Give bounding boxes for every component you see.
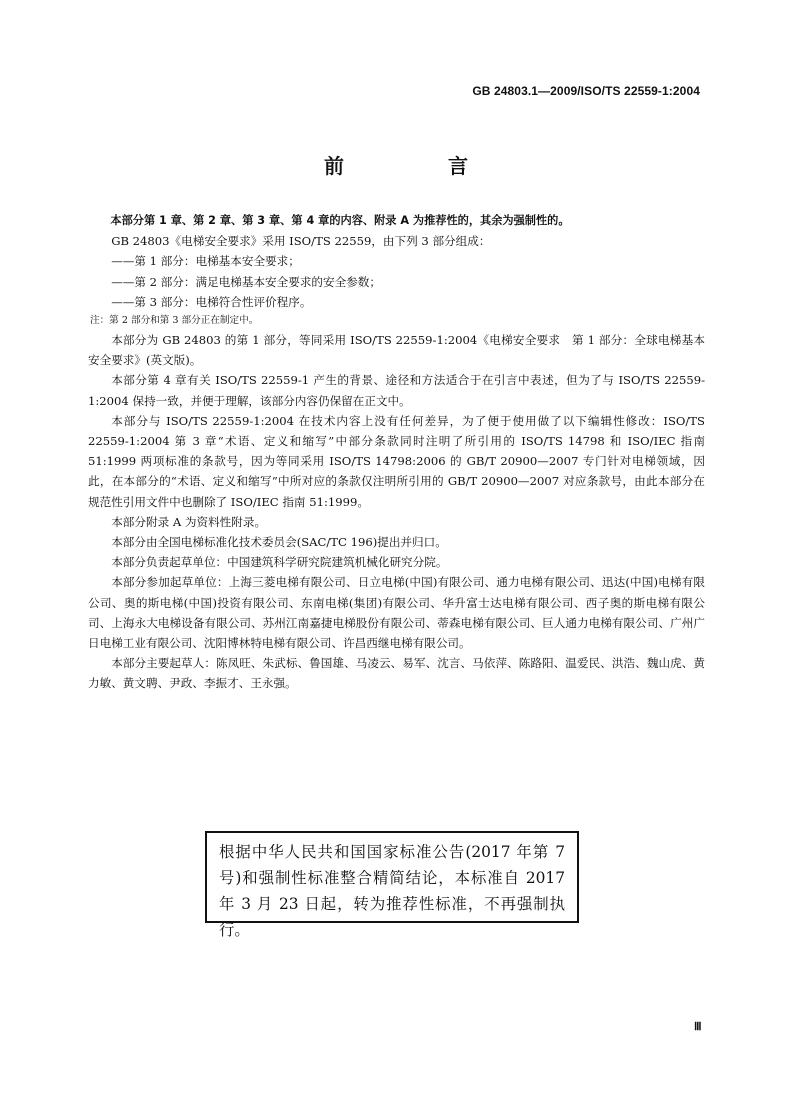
status-notice-text: 根据中华人民共和国国家标准公告(2017 年第 7 号)和强制性标准整合精简结论，本标准自 2017 年 3 月 23 日起，转为推荐性标准，不再强制执行。 xyxy=(219,843,565,939)
paragraph-editorial-changes: 本部分与 ISO/TS 22559-1:2004 在技术内容上没有任何差异，为了便于使用做了以下编辑性修改：ISO/TS 22559-1:2004 第 3 章“术语、定义和缩写”中部分条款同时注明了所引用的 ISO/TS 14798 和 ISO/IEC 指南 51:1999 两项标准的条款号，因为等同采用 ISO/TS 14798:2006 的 GB/T 20900—2007 专门针对电梯领域，因此，在本部分的“术语、定义和缩写”中所对应的条款仅注明所引用的 GB/T 20900—2007 对应条款号，由此本部分在规范性引用文件中也删除了 ISO/IEC 指南 51:1999。 xyxy=(88,413,705,509)
paragraph-composition: GB 24803《电梯安全要求》采用 ISO/TS 22559，由下列 3 部分组成： xyxy=(111,234,491,249)
status-notice-box xyxy=(205,831,579,939)
paragraph-adoption: 本部分为 GB 24803 的第 1 部分，等同采用 ISO/TS 22559-1:2004《电梯安全要求 第 1 部分：全球电梯基本安全要求》(英文版)。 xyxy=(88,333,705,368)
list-item-part-2: ——第 2 部分：满足电梯基本安全要求的安全参数； xyxy=(111,274,381,289)
paragraph-drafting-unit: 本部分负责起草单位：中国建筑科学研究院建筑机械化研究分院。 xyxy=(111,555,448,570)
page-title: 前 言 xyxy=(324,154,510,178)
paragraph-drafters: 本部分主要起草人：陈凤旺、朱武标、鲁国雄、马凌云、易军、沈言、马依萍、陈路阳、温爱民、洪浩、魏山虎、黄力敏、黄文聘、尹政、李振才、王永强。 xyxy=(88,656,705,691)
note: 注：第 2 部分和第 3 部分正在制定中。 xyxy=(90,315,259,327)
document-code: GB 24803.1—2009/ISO/TS 22559-1:2004 xyxy=(472,84,700,98)
paragraph-recommended-scope: 本部分第 1 章、第 2 章、第 3 章、第 4 章的内容、附录 A 为推荐性的，其余为强制性的。 xyxy=(110,214,570,227)
paragraph-proposer: 本部分由全国电梯标准化技术委员会(SAC/TC 196)提出并归口。 xyxy=(111,535,447,550)
paragraph-chapter-4: 本部分第 4 章有关 ISO/TS 22559-1 产生的背景、途径和方法适合于在引言中表述，但为了与 ISO/TS 22559-1:2004 保持一致，并便于理解，该部分内容仍保留在正文中。 xyxy=(88,373,705,408)
list-item-part-3: ——第 3 部分：电梯符合性评价程序。 xyxy=(111,294,312,309)
page-number: Ⅲ xyxy=(694,1021,702,1033)
paragraph-annex: 本部分附录 A 为资料性附录。 xyxy=(111,514,267,529)
list-item-part-1: ——第 1 部分：电梯基本安全要求； xyxy=(111,254,300,269)
foreword-body xyxy=(88,211,705,694)
paragraph-participating-units: 本部分参加起草单位：上海三菱电梯有限公司、日立电梯(中国)有限公司、通力电梯有限公司、迅达(中国)电梯有限公司、奥的斯电梯(中国)投资有限公司、东南电梯(集团)有限公司、华升富士达电梯有限公司、西子奥的斯电梯有限公司、上海永大电梯设备有限公司、苏州江南嘉捷电梯股份有限公司、蒂森电梯有限公司、巨人通力电梯有限公司、广州广日电梯工业有限公司、沈阳博林特电梯有限公司、许昌西继电梯有限公司。 xyxy=(88,575,705,651)
